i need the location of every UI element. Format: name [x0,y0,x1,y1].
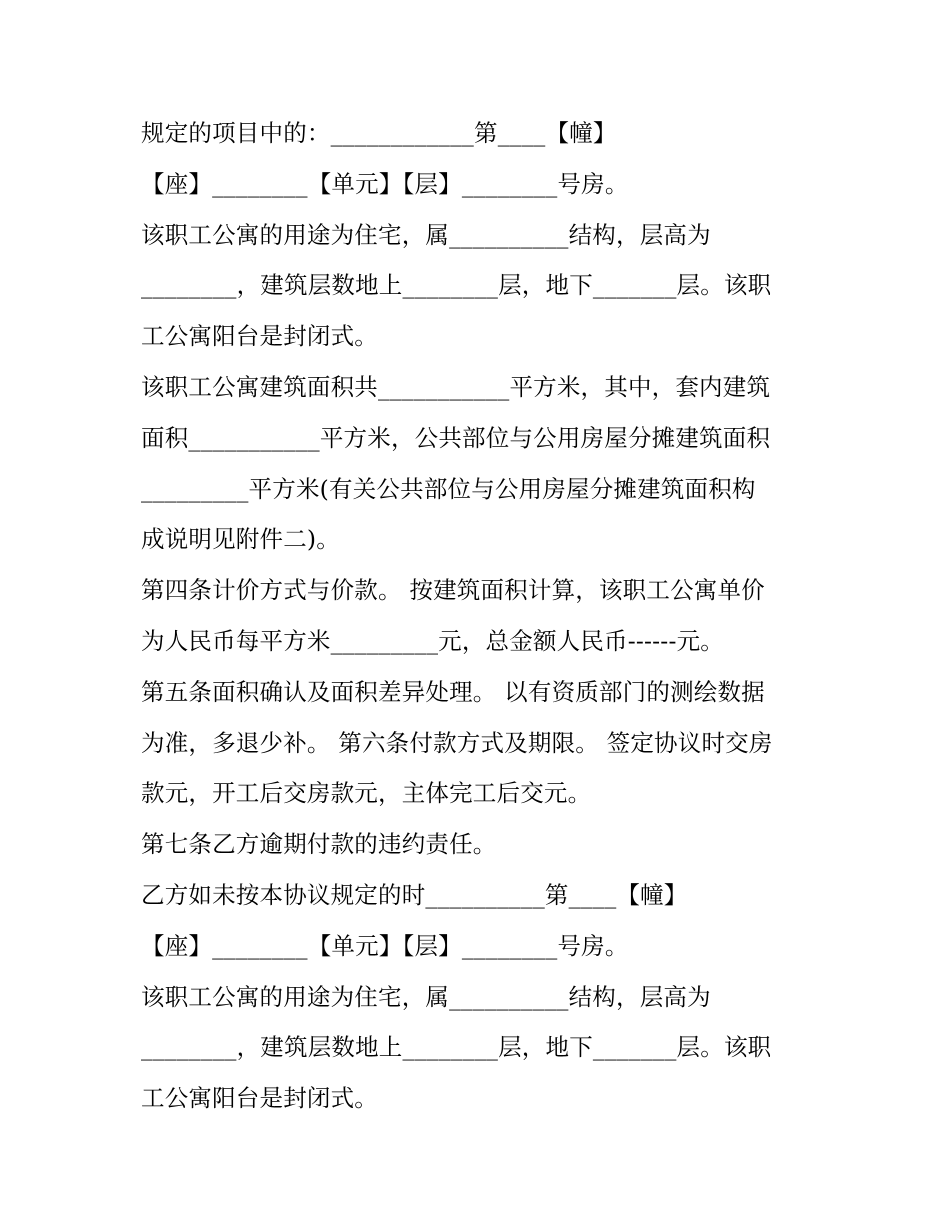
text-line: 为人民币每平方米_________元，总金额人民币------元。 [141,626,724,655]
text-line: 规定的项目中的：____________第____【幢】 [141,119,617,147]
text-line: 该职工公寓建筑面积共___________平方米，其中，套内建筑 [141,372,771,401]
text-line: 工公寓阳台是封闭式。 [141,1084,378,1113]
text-line: 成说明见附件二)。 [141,525,340,554]
text-line: 面积___________平方米，公共部位与公用房屋分摊建筑面积 [141,423,771,452]
text-line: 第四条计价方式与价款。 按建筑面积计算，该职工公寓单价 [141,576,765,605]
text-line: 工公寓阳台是封闭式。 [141,322,378,351]
text-line: ________，建筑层数地上________层，地下_______层。该职 [141,1033,772,1062]
text-line: 第五条面积确认及面积差异处理。 以有资质部门的测绘数据 [141,677,765,706]
text-line: _________平方米(有关公共部位与公用房屋分摊建筑面积构 [141,474,756,503]
text-line: 第七条乙方逾期付款的违约责任。 [141,830,497,859]
text-line: 该职工公寓的用途为住宅，属__________结构，层高为 [141,982,711,1011]
text-line: 该职工公寓的用途为住宅，属__________结构，层高为 [141,220,711,249]
text-line: 【座】________【单元】【层】________号房。 [141,169,629,198]
text-line: 为准，多退少补。 第六条付款方式及期限。 签定协议时交房 [141,728,773,757]
document-body [141,108,831,1124]
text-line: ________，建筑层数地上________层，地下_______层。该职 [141,271,772,300]
text-line: 款元，开工后交房款元，主体完工后交元。 [141,779,592,808]
text-line: 乙方如未按本协议规定的时__________第____【幢】 [141,880,688,909]
text-line: 【座】________【单元】【层】________号房。 [141,931,629,960]
